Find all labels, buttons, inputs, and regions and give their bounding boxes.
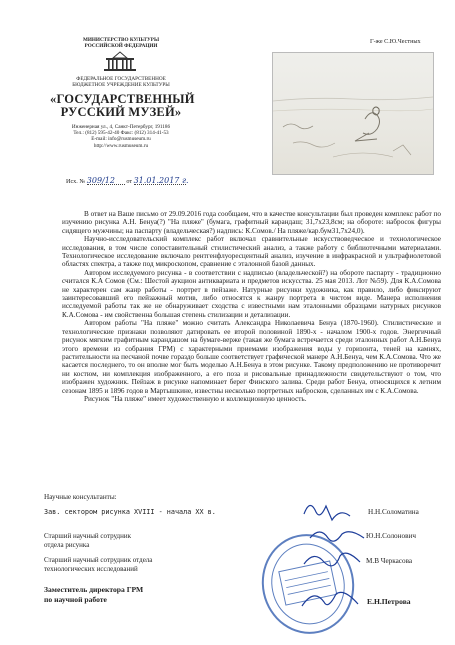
signatory-role-line: Зав. сектором рисунка XVIII - начала XX в. bbox=[44, 508, 216, 516]
institution-line: ФЕДЕРАЛЬНОЕ ГОСУДАРСТВЕННОЕ bbox=[76, 76, 166, 82]
reference-line bbox=[66, 177, 196, 185]
signatory-3-role bbox=[44, 556, 244, 574]
paragraph-benois: Автором работы "На пляже" можно считать Александра Николаевича Бенуа (1870-1960). Стилистические и технологические признаки позволяют датировать ее второй половиной 1890-х - началом 1900-х годов. Энергичный рисунок мягким графитным карандашом на бумаге-верже (такая же бумага встречается среди эталонных работ А.Н.Бенуа этого времени из собрания ГРМ) с характерными приемами изображения воды у горизонта, теней на камнях, растительности на песчаной почве гораздо больше соответствует графической манере А.Н.Бенуа, чем К.А.Сомова. Что же касается последнего, то он вполне мог быть моделью А.Н.Бенуа в этом рисунке. Такому предположению не противоречит ни костюм, ни комплекция изображенного, а его поза и рисовальные принадлежности свидетельствуют о том, что изображен художник. Пейзаж в рисунке напоминает берег Финского залива. Среди работ Бенуа, относящихся к летним сезонам 1895 и 1896 годов в Мартышкине, известны несколько портретных набросков, сделанных им с К.А.Сомова. bbox=[62, 319, 441, 395]
paragraph-methods: Научно-исследовательский комплекс работ включал сравнительные искусствоведческое и технологическое исследования, в том числе сопоставительный стилистический анализ, а также работу с библиотечными материалами. Технологическое исследование включало рентгенфлуоресцентный анализ, изучение в инфракрасной и ультрафиолетовой областях спектра, а также под микроскопом, сравнение с эталонной базой данных. bbox=[62, 235, 441, 269]
phone-line: Тел.: (812) 595-42-40 Факс: (812) 314-41-53 bbox=[73, 130, 169, 137]
signature-1 bbox=[300, 496, 360, 522]
signatory-1-name: Н.Н.Соломатина bbox=[368, 508, 419, 516]
signature-3 bbox=[300, 548, 364, 574]
museum-emblem-icon bbox=[103, 50, 137, 72]
ministry-line: МИНИСТЕРСТВО КУЛЬТУРЫ bbox=[82, 37, 160, 43]
consultants-heading: Научные консультанты: bbox=[44, 493, 117, 501]
ref-number: 309/12 bbox=[87, 177, 125, 185]
drawing-photo bbox=[272, 52, 434, 175]
recipient: Г-же С.Ю.Честных bbox=[370, 38, 421, 45]
ref-date: 31.01.2017 г. bbox=[133, 176, 189, 185]
letter-body bbox=[62, 210, 441, 403]
ministry-header bbox=[62, 37, 180, 49]
museum-name-line: РУССКИЙ МУЗЕЙ» bbox=[60, 105, 182, 119]
signatory-role-line: Заместитель директора ГРМ bbox=[44, 585, 144, 594]
address-line: Инженерная ул., 4, Санкт-Петербург, 191186 bbox=[71, 124, 171, 130]
signatory-role-line: Старший научный сотрудник отдела bbox=[44, 556, 153, 564]
signatory-role-line: по научной работе bbox=[44, 595, 107, 604]
signatory-role-line: Старший научный сотрудник bbox=[44, 532, 132, 540]
contacts bbox=[62, 124, 180, 149]
paragraph-intro: В ответ на Ваше письмо от 29.09.2016 года сообщаем, что в качестве консультации был проведен комплекс работ по изучению рисунка А.Н. Бенуа(?) "На пляже" (бумага, графитный карандаш; 31,7х23,8см; на обороте: набросок фигуры сидящего мужчины; на паспарту (владельческая?) надпись: К.Сомов./ На пляже/кар.бум31,7х24,0). bbox=[62, 210, 441, 235]
paragraph-somov: Автором исследуемого рисунка - в соответствии с надписью (владельческой?) на обороте паспарту - традиционно считался К.А Сомов (См.: Шестой аукцион антиквариата и предметов искусства. 25 мая 2013. Лот №59). Для К.А.Сомова не характерен сам жанр работы - портрет в пейзаже. Натурные рисунки художника, как правило, либо фиксируют заинтересовавший его пейзажный мотив, либо относятся к жанру портрета в чистом виде. Манера исполнения исследуемой работы так же не обнаруживает сходства с известными нам эталонными образцами натурных рисунков К.А.Сомова - им свойственна большая степень стилизации и детализации. bbox=[62, 268, 441, 319]
signatory-role-line: отдела рисунка bbox=[44, 541, 90, 549]
signatory-2-role bbox=[44, 532, 244, 550]
institution-header bbox=[62, 76, 180, 88]
website-line: http://www.rusmuseum.ru bbox=[93, 142, 149, 149]
signatory-2-name: Ю.Н.Солонович bbox=[366, 532, 416, 540]
signatory-1-role bbox=[44, 509, 264, 516]
museum-name bbox=[50, 92, 195, 119]
signature-4 bbox=[300, 586, 362, 614]
email-line: E-mail: info@rusmuseum.ru bbox=[91, 136, 151, 143]
signatory-4-role bbox=[44, 585, 244, 605]
signature-2 bbox=[308, 524, 368, 548]
museum-name-line: «ГОСУДАРСТВЕННЫЙ bbox=[50, 92, 195, 106]
ministry-line: РОССИЙСКОЙ ФЕДЕРАЦИИ bbox=[84, 43, 158, 50]
signatory-4-name: Е.Н.Петрова bbox=[367, 597, 411, 606]
paragraph-conclusion: Рисунок "На пляже" имеет художественную и коллекционную ценность. bbox=[84, 394, 307, 403]
ref-prefix: Исх. № bbox=[66, 178, 86, 185]
signatory-3-name: М.В Черкасова bbox=[366, 557, 413, 565]
ref-date-prefix: от bbox=[126, 178, 133, 185]
signatory-role-line: технологических исследований bbox=[44, 565, 138, 573]
institution-line: БЮДЖЕТНОЕ УЧРЕЖДЕНИЕ КУЛЬТУРЫ bbox=[72, 82, 170, 89]
